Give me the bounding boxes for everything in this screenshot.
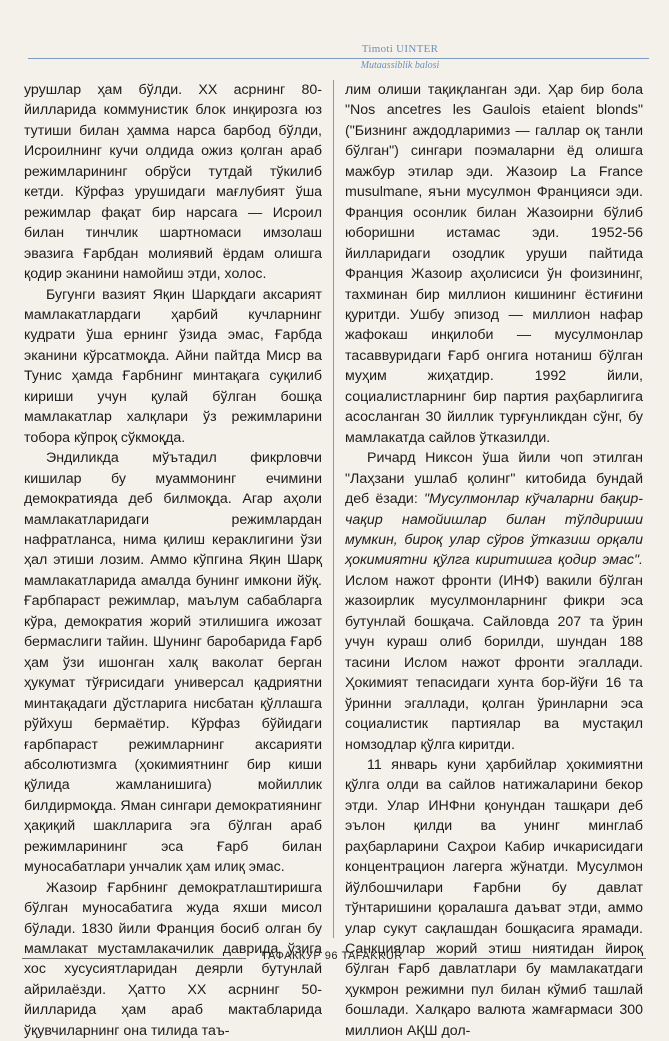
quote-continuation: Ислом нажот фронти (ИНФ) вакили бўлган жазоирлик мусулмонларнинг фикри эса бутунлай бошқача. Сайловда 207 та ўрин учун кураш олиб борилди, шундан 188 тасини Ислом нажот фронти эгаллади. Ҳокимият тепасидаги хунта бор-йўғи 16 та ўринни эгаллади, қолган ўринларни эса социалистик партиялар ва мустақил номзодлар қўлга киритди. xyxy=(345,572,643,753)
running-header-subtitle: Mutaassiblik balosi xyxy=(360,60,440,71)
paragraph: 11 январь куни ҳарбийлар ҳокимиятни қўлга олди ва сайлов натижаларини бекор этди. Улар ИНФни қонундан ташқари деб эълон қилди ва унинг минглаб раҳбарларини Саҳрои Кабир ичкарисидаги концентрацион лагерга жўнатди. Мусулмон йўлбошчилари Ғарбни бу давлат тўнтаришини қоралашга даъват этди, аммо улар сукут сақлашдан бошқасига ярамади. Санкциялар жорий этиш ниятидан йироқ бўлган Ғарб давлатлари бу мамлакатдаги ҳукмрон режимни пул билан кўмиб ташлай бошлади. Халқаро валюта жамғармаси 300 миллион АҚШ дол- xyxy=(345,756,643,1039)
footer-page-label: ТАФАККУР 96 TAFAKKUR xyxy=(261,950,403,962)
left-text-column xyxy=(24,80,322,1041)
paragraph: лим олиши тақиқланган эди. Ҳар бир бола "Nos ancetres les Gaulois etaient blonds" ("Бизнинг аждодларимиз — галлар оқ танли бўлган") сингари поэмаларни ёд олишга мажбур этилар эди. Жазоир La France musulmane, яъни мусулмон Францияси эди. Франция осонлик билан Жазоирни бўлиб юборишни истамас эди. 1952-56 йилларидаги озодлик уруши пайтида Франция Жазоир аҳолисиси ўн фоизининг, тахминан бир миллион кишининг ёстиғини қуритди. Ушбу эпизод — миллион нафар жафокаш инқилоби — мусулмонлар тасаввуридаги Ғарб онгига нотаниш бўлган муҳим жиҳатдир. 1992 йили, социалистларнинг бир партия раҳбарлигига асосланган 30 йиллик турғунликдан сўнг, бу мамлакатда сайлов ўтказилди. xyxy=(345,82,643,446)
right-text-column xyxy=(345,80,643,1041)
footer-rule-left xyxy=(22,958,246,959)
paragraph xyxy=(345,448,643,755)
footer-rule-right xyxy=(418,958,646,959)
quote-intro: Ричард Никсон ўша йили чоп этилган "Лаҳзани ушлаб қолинг" китобида бундай деб ёзади: xyxy=(345,450,643,508)
paragraph: Жазоир Ғарбнинг демократлаштиришга бўлган муносабатига жуда яхши мисол бўлади. 1830 йили Франция босиб олган бу мамлакат мустамлакачилик даврида ўзига хос хусусиятларидан деярли бутунлай айрилаёзди. Ҳатто XX асрнинг 50-йилларида ҳам араб мактабларида ўқувчиларнинг она тилида таъ- xyxy=(24,879,322,1039)
running-header-author: Timoti UINTER xyxy=(361,43,439,55)
page-footer xyxy=(0,950,669,966)
paragraph: Бугунги вазият Яқин Шарқдаги аксарият мамлакатлардаги ҳарбий кучларнинг кудрати ўша ернинг ўзида эмас, Ғарбда эканини кўрсатмоқда. Айни пайтда Миср ва Тунис ҳамда Ғарбнинг минтақага суқилиб кириши учун қулай бўлган бошқа мамлакатлар халқлари ўз режимларини тобора кўпроқ сўкмоқда. xyxy=(24,286,322,446)
header-rule xyxy=(28,58,649,59)
paragraph: урушлар ҳам бўлди. XX асрнинг 80-йилларида коммунистик блок инқирозга юз тутиши билан ҳамма нарса барбод бўлди, Исроилнинг кучи олдида ожиз қолган араб режимларининг обрўси тутдай тўкилиб кетди. Кўрфаз урушидаги мағлубият ўша режимлар фақат бир нарсага — Исроил билан тинчлик шартномаси имзолаш эвазига Ғарбдан молиявий ёрдам олишга қодир эканини намойиш этди, холос. xyxy=(24,82,322,283)
nixon-quote: "Мусулмонлар кўчаларни бақир-чақир намойишлар билан тўлдириши мумкин, бироқ улар сўров ўтказиш орқали ҳокимиятни қўлга киритишга қодир эмас". xyxy=(345,491,643,569)
paragraph: Эндиликда мўътадил фикрловчи кишилар бу муаммонинг ечимини демократияда деб билмоқда. Агар аҳоли мамлакатларидаги режимлардан нафратланса, нима қилиш кераклигини ўзи ҳал этиши лозим. Аммо кўпгина Яқин Шарқ мамлакатларида амалда бунинг имкони йўқ. Ғарбпараст режимлар, маълум сабабларга кўра, демократия жорий этилишига ижозат бермаслиги тайин. Шунинг баробарида Ғарб ҳам ўзи ишонган халқ ваколат берган ҳукумат тўғрисидаги универсал қадриятни минтақадаги дўстларига нисбатан қўллашга рўйхуш бермаётир. Кўрфаз бўйидаги ғарбпараст режимларнинг аксарияти абсолютизмга (ҳокимиятнинг бир киши қўлида жамланишига) мойиллик билдирмоқда. Яман сингари демократиянинг ҳақиқий шаклларига эга бўлган араб режимларининг эса Ғарб билан муносабатлари унчалик ҳам илиқ эмас. xyxy=(24,450,322,876)
column-divider xyxy=(333,80,334,938)
